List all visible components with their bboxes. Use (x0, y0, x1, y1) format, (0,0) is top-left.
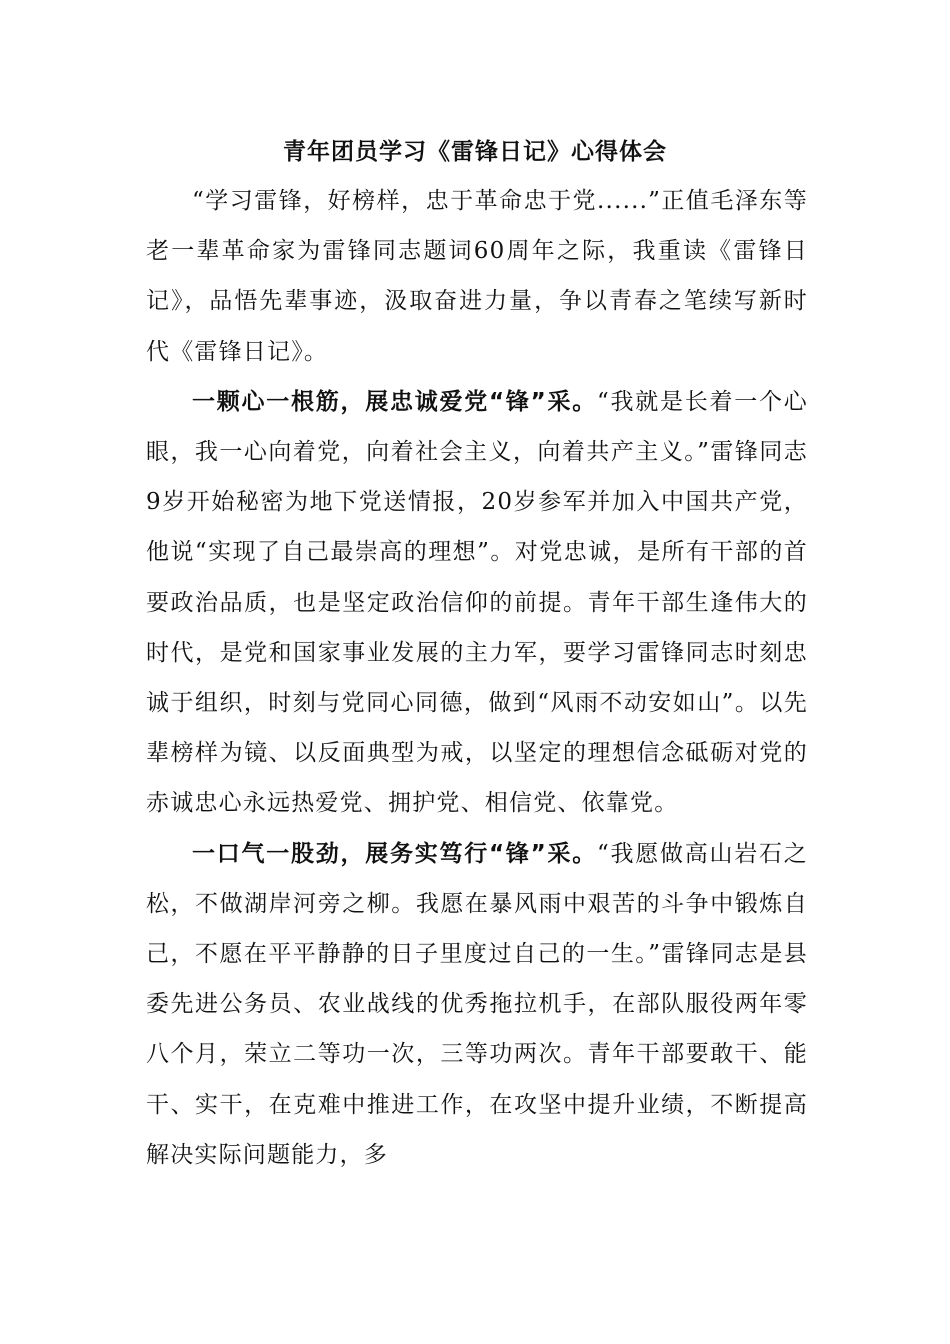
paragraph-intro (146, 176, 808, 377)
paragraph-text: “我就是长着一个心眼，我一心向着党，向着社会主义，向着共产主义。”雷锋同志9岁开始秘密为地下党送情报，20岁参军并加入中国共产党，他说“实现了自己最崇高的理想”。对党忠诚，是所有干部的首要政治品质，也是坚定政治信仰的前提。青年干部生逢伟大的时代，是党和国家事业发展的主力军，要学习雷锋同志时刻忠诚于组织，时刻与党同心同德，做到“风雨不动安如山”。以先辈榜样为镜、以反面典型为戒，以坚定的理想信念砥砺对党的赤诚忠心永远热爱党、拥护党、相信党、依靠党。 (146, 388, 808, 817)
paragraph-lead-heading: 一颗心一根筋，展忠诚爱党“锋”采。 (192, 388, 598, 415)
paragraph-loyalty (146, 377, 808, 829)
paragraph-practice (146, 829, 808, 1180)
paragraph-text: “学习雷锋，好榜样，忠于革命忠于党......”正值毛泽东等老一辈革命家为雷锋同志题词60周年之际，我重读《雷锋日记》，品悟先辈事迹，汲取奋进力量，争以青春之笔续写新时代《雷锋日记》。 (146, 188, 808, 365)
paragraph-text: “我愿做高山岩石之松，不做湖岸河旁之柳。我愿在暴风雨中艰苦的斗争中锻炼自己，不愿在平平静静的日子里度过自己的一生。”雷锋同志是县委先进公务员、农业战线的优秀拖拉机手，在部队服役两年零八个月，荣立二等功一次，三等功两次。青年干部要敢干、能干、实干，在克难中推进工作，在攻坚中提升业绩，不断提高解决实际问题能力，多 (146, 840, 808, 1168)
document-title: 青年团员学习《雷锋日记》心得体会 (283, 139, 667, 165)
paragraph-lead-heading: 一口气一股劲，展务实笃行“锋”采。 (192, 840, 598, 867)
document-body (146, 176, 808, 1180)
